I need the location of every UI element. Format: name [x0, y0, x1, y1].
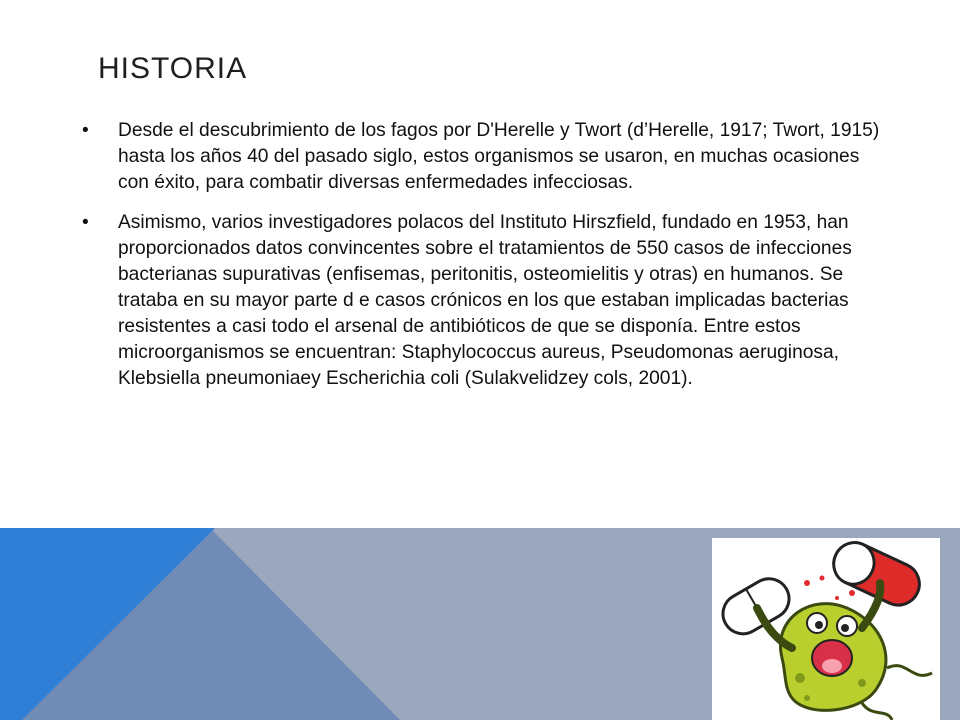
- slide-title: HISTORIA: [98, 52, 248, 85]
- bullet-text: Asimismo, varios investigadores polacos del Instituto Hirszfield, fundado en 1953, han proporcionados datos convincentes sobre el tratamientos de 550 casos de infecciones bacterianas supurativas (enfisemas, peritonitis, osteomielitis y otras) en humanos. Se trataba en su mayor parte d e casos crónicos en los que estaban implicadas bacterias resistentes a casi todo el arsenal de antibióticos de que se disponía. Entre estos microorganismos se encuentran: Staphylococcus aureus, Pseudomonas aeruginosa, Klebsiella pneumoniaey Escherichia coli (Sulakvelidzey cols, 2001).: [118, 212, 852, 389]
- bullet-marker: •: [82, 212, 89, 233]
- bullet-marker: •: [82, 120, 89, 141]
- bullet-item: [82, 210, 892, 392]
- bacteria-illustration: [712, 538, 940, 720]
- bacteria-with-pill-capsules-icon: [712, 538, 940, 720]
- bullet-text: Desde el descubrimiento de los fagos por D'Herelle y Twort (d’Herelle, 1917; Twort, 1915) hasta los años 40 del pasado siglo, estos organismos se usaron, en muchas ocasiones con éxito, para combatir diversas enfermedades infecciosas.: [118, 120, 880, 193]
- bullet-item: [82, 118, 892, 196]
- bullet-list: [82, 118, 892, 406]
